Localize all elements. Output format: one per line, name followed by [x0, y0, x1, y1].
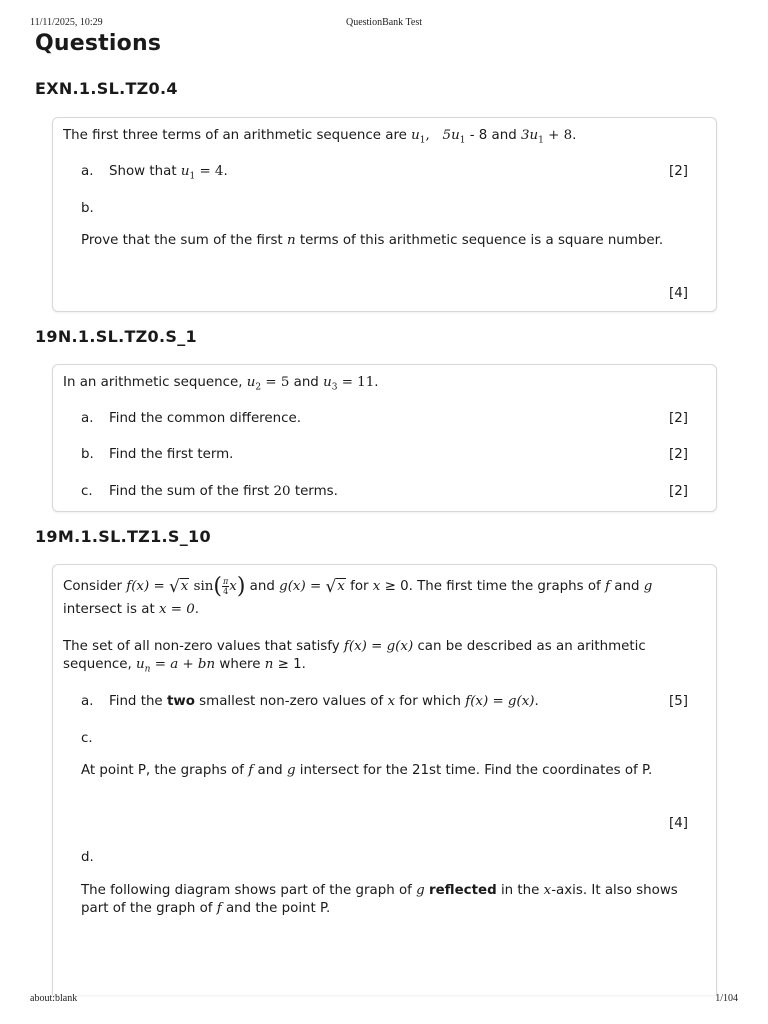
question-code: 19N.1.SL.TZ0.S_1 — [35, 327, 197, 346]
part-letter: b. — [81, 447, 94, 462]
part-letter: a. — [81, 411, 94, 426]
part-text: Find the two smallest non-zero values of x for which f(x) = g(x). — [109, 694, 539, 709]
part-text: Find the sum of the first 20 terms. — [109, 484, 338, 499]
question-part-b — [81, 446, 688, 464]
part-text: Find the common difference. — [109, 411, 301, 426]
question-part-a — [81, 410, 688, 428]
print-datetime: 11/11/2025, 10:29 — [30, 17, 103, 28]
part-letter: a. — [81, 164, 94, 179]
question-card — [52, 564, 717, 995]
part-letter: c. — [81, 731, 93, 746]
part-c-text: At point P, the graphs of f and g intersect for the 21st time. Find the coordinates of P. — [81, 763, 653, 778]
part-marks: [2] — [669, 447, 688, 462]
question-card — [52, 364, 717, 512]
part-text: Show that $u_1 = 4$. — [109, 164, 228, 182]
part-marks: [2] — [669, 411, 688, 426]
question-stem-cont: intersect is at x = 0. — [63, 602, 200, 617]
part-text: Find the first term. — [109, 447, 234, 462]
question-part-a — [81, 693, 688, 711]
print-header — [30, 17, 738, 31]
question-stem: The first three terms of an arithmetic sequence are $u_1$, $5u_1 - 8$ and $3u_1 + 8$. — [63, 128, 577, 146]
part-marks: [2] — [669, 164, 688, 179]
question-stem-p2: The set of all non-zero values that satisfy f(x) = g(x) can be described as an arithmetic sequence, $u_n = a$ + bn where n ≥ 1. — [63, 639, 646, 675]
print-footer — [30, 993, 738, 1007]
question-code: 19M.1.SL.TZ1.S_10 — [35, 527, 211, 546]
part-d-text: The following diagram shows part of the graph of g reflected in the x-axis. It also shows part of the graph of f and the point P. — [81, 883, 678, 916]
part-b-marks: [4] — [669, 286, 688, 301]
part-c-marks: [4] — [669, 816, 688, 831]
fraction-pi-over-4: $\frac{\pi}{4}$ — [222, 576, 229, 596]
print-title: QuestionBank Test — [345, 17, 423, 28]
part-letter: a. — [81, 694, 94, 709]
part-letter: d. — [81, 850, 94, 865]
part-marks: [2] — [669, 484, 688, 499]
part-marks: [5] — [669, 694, 688, 709]
question-code: EXN.1.SL.TZ0.4 — [35, 79, 178, 98]
page-title: Questions — [35, 31, 162, 56]
question-stem: Consider f(x) = √x sin( $\frac{\pi}{4}$ x) and g(x) = √x for x ≥ 0. The first time the graphs of f and g — [63, 574, 653, 599]
question-part-c — [81, 483, 688, 501]
question-stem: In an arithmetic sequence, $u_2 = 5$ and $u_3 = 11$. — [63, 375, 379, 393]
question-card — [52, 117, 717, 312]
print-page-number: 1/104 — [715, 993, 738, 1004]
sqrt-x: √x — [325, 577, 345, 597]
sqrt-x: √x — [168, 577, 189, 597]
question-part-a — [81, 163, 688, 181]
print-url: about:blank — [30, 993, 78, 1004]
question-part-d — [81, 849, 688, 867]
part-letter: c. — [81, 484, 93, 499]
part-b-text: Prove that the sum of the first n terms of this arithmetic sequence is a square number. — [81, 233, 664, 248]
question-part-c — [81, 730, 688, 748]
part-letter: b. — [81, 201, 94, 216]
question-part-b — [81, 200, 688, 218]
